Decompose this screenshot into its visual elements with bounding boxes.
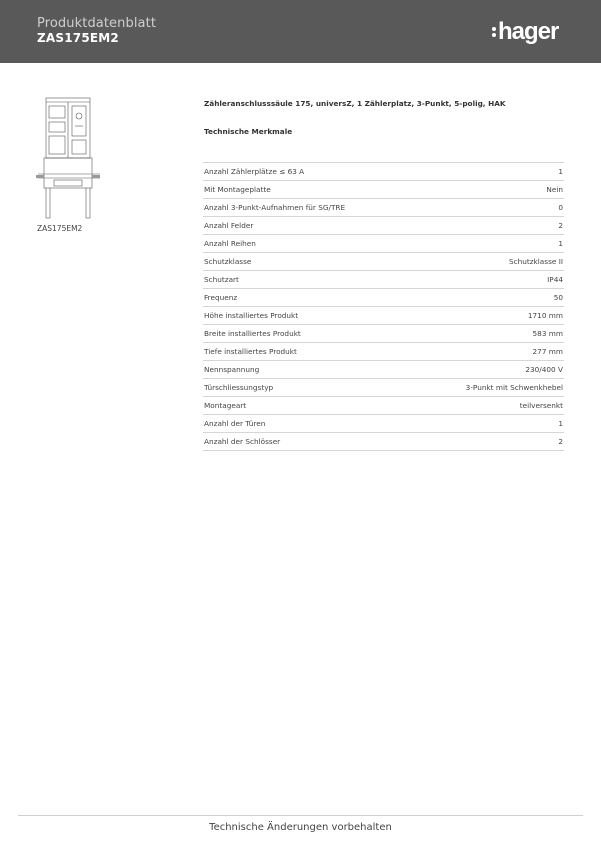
- spec-value: 50: [553, 293, 563, 302]
- spec-table: [203, 162, 564, 451]
- spec-label: Anzahl der Schlösser: [204, 437, 281, 446]
- spec-label: Anzahl der Türen: [204, 419, 266, 428]
- spec-value: 2: [558, 437, 563, 446]
- spec-value: 583 mm: [532, 329, 563, 338]
- spec-value: IP44: [547, 275, 563, 284]
- spec-row: [203, 307, 564, 325]
- spec-value: Schutzklasse II: [508, 257, 563, 266]
- footer-divider: [18, 815, 583, 816]
- spec-label: Türschliessungstyp: [204, 383, 274, 392]
- product-title: Zähleranschlusssäule 175, universZ, 1 Zählerplatz, 3-Punkt, 5-polig, HAK: [204, 99, 506, 108]
- product-code: ZAS175EM2: [37, 31, 119, 45]
- spec-row: [203, 253, 564, 271]
- spec-label: Anzahl Reihen: [204, 239, 256, 248]
- hager-logo: [492, 19, 558, 45]
- spec-row: [203, 397, 564, 415]
- spec-value: 1: [558, 239, 563, 248]
- spec-value: 277 mm: [532, 347, 563, 356]
- logo-colon-icon: [492, 26, 496, 38]
- spec-label: Montageart: [204, 401, 247, 410]
- figure-caption: ZAS175EM2: [37, 224, 83, 233]
- spec-value: 1710 mm: [527, 311, 563, 320]
- spec-value: 1: [558, 419, 563, 428]
- section-title: Technische Merkmale: [204, 127, 293, 136]
- spec-row: [203, 343, 564, 361]
- spec-row: [203, 271, 564, 289]
- spec-label: Nennspannung: [204, 365, 260, 374]
- spec-row: [203, 163, 564, 181]
- spec-label: Tiefe installiertes Produkt: [204, 347, 297, 356]
- spec-row: [203, 217, 564, 235]
- spec-row: [203, 181, 564, 199]
- spec-value: 1: [558, 167, 563, 176]
- spec-row: [203, 415, 564, 433]
- spec-label: Schutzklasse: [204, 257, 252, 266]
- spec-label: Schutzart: [204, 275, 239, 284]
- spec-value: 2: [558, 221, 563, 230]
- spec-value: 0: [558, 203, 563, 212]
- spec-row: [203, 325, 564, 343]
- spec-label: Anzahl 3-Punkt-Aufnahmen für SG/TRE: [204, 203, 346, 212]
- spec-label: Frequenz: [204, 293, 238, 302]
- spec-row: [203, 289, 564, 307]
- spec-row: [203, 433, 564, 451]
- spec-value: Nein: [546, 185, 563, 194]
- spec-label: Anzahl Felder: [204, 221, 254, 230]
- spec-value: teilversenkt: [519, 401, 563, 410]
- spec-label: Breite installiertes Produkt: [204, 329, 301, 338]
- spec-row: [203, 199, 564, 217]
- document-type: Produktdatenblatt: [37, 16, 157, 31]
- spec-value: 230/400 V: [525, 365, 563, 374]
- spec-label: Höhe installiertes Produkt: [204, 311, 299, 320]
- spec-label: Mit Montageplatte: [204, 185, 271, 194]
- spec-label: Anzahl Zählerplätze ≤ 63 A: [204, 167, 305, 176]
- spec-row: [203, 361, 564, 379]
- page-header: [0, 0, 601, 63]
- footer-note: Technische Änderungen vorbehalten: [209, 822, 392, 833]
- spec-row: [203, 235, 564, 253]
- spec-value: 3-Punkt mit Schwenkhebel: [465, 383, 563, 392]
- spec-row: [203, 379, 564, 397]
- logo-text: hager: [498, 18, 559, 45]
- product-drawing: [36, 96, 102, 220]
